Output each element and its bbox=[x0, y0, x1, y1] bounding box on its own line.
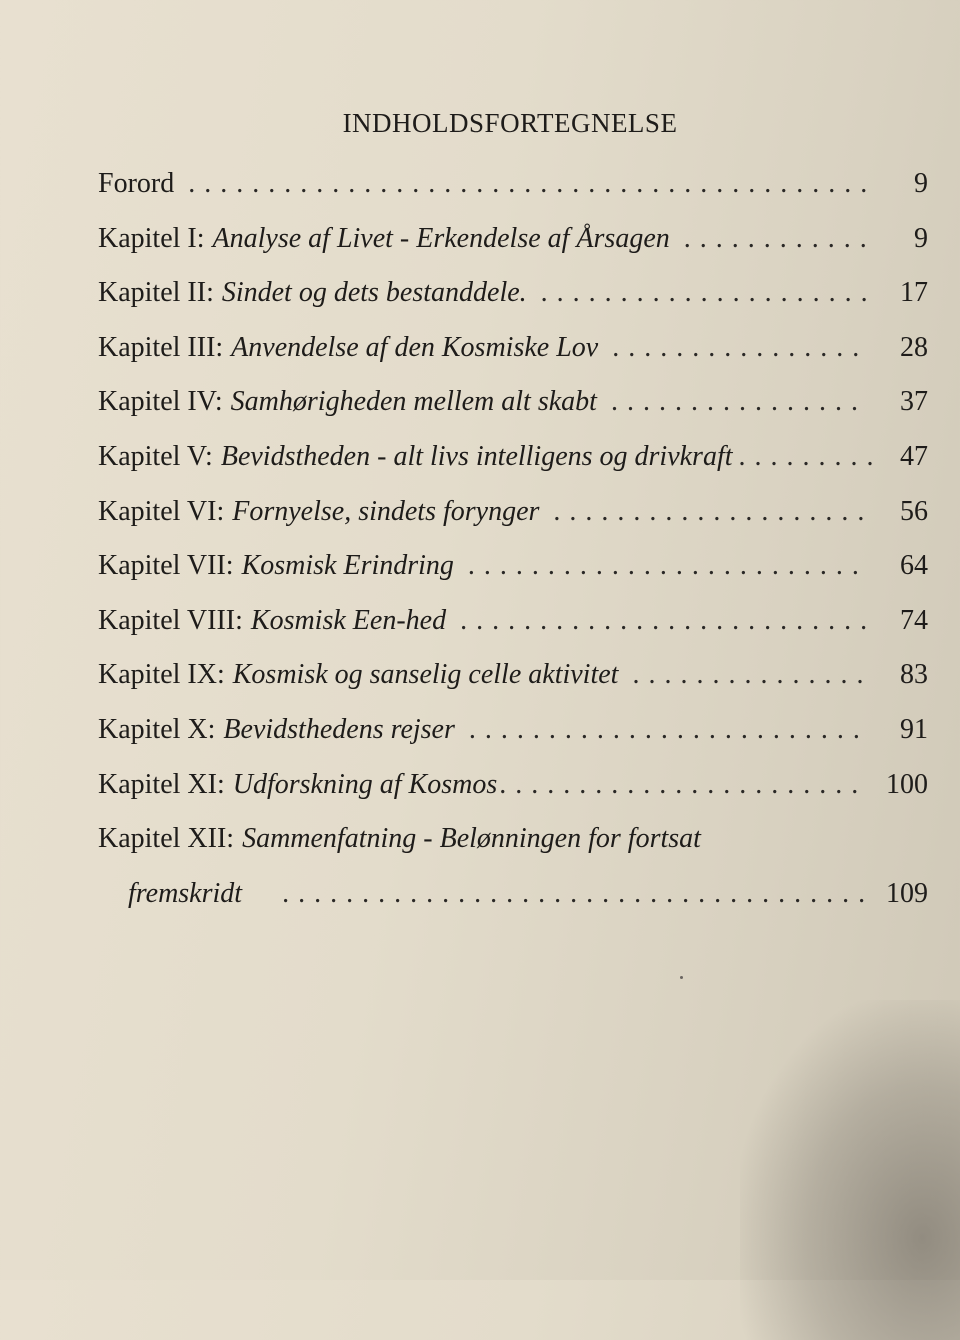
chapter-subject: Kosmisk Erindring bbox=[241, 550, 454, 582]
chapter-label: Kapitel II: bbox=[98, 277, 214, 309]
toc-entry-chapter-12-continuation bbox=[98, 878, 928, 933]
page-number: 17 bbox=[900, 277, 928, 309]
toc-entry-chapter-9 bbox=[98, 659, 928, 714]
dot-leader bbox=[632, 659, 868, 691]
chapter-subject: Kosmisk Een-hed bbox=[250, 604, 447, 636]
chapter-subject: Samhørigheden mellem alt skabt bbox=[230, 386, 597, 418]
toc-entry-chapter-11 bbox=[98, 769, 928, 824]
dot-leader bbox=[469, 714, 868, 746]
chapter-subject: Bevidsthedens rejser bbox=[223, 713, 455, 745]
page-title: INDHOLDSFORTEGNELSE bbox=[342, 108, 678, 138]
chapter-subject: Bevidstheden - alt livs intelligens og drivkraft bbox=[220, 440, 733, 472]
page-number: 64 bbox=[900, 550, 928, 582]
page-number: 100 bbox=[886, 768, 928, 800]
chapter-subject: Kosmisk og sanselig celle aktivitet bbox=[232, 659, 619, 691]
page-number: 83 bbox=[900, 659, 928, 691]
page-number: 91 bbox=[900, 713, 928, 745]
paper-speck bbox=[680, 976, 683, 979]
toc-entry-foreword bbox=[98, 168, 928, 223]
dot-leader bbox=[684, 223, 868, 255]
toc-entry-chapter-12 bbox=[98, 823, 928, 878]
chapter-label: Kapitel IX: bbox=[98, 659, 225, 691]
table-of-contents bbox=[98, 168, 928, 932]
toc-entry-chapter-3 bbox=[98, 332, 928, 387]
page-number: 37 bbox=[900, 386, 928, 418]
chapter-label: Kapitel VII: bbox=[98, 550, 234, 582]
dot-leader bbox=[611, 386, 868, 418]
chapter-subject: fremskridt bbox=[128, 877, 243, 909]
dot-leader bbox=[188, 168, 868, 200]
toc-entry-chapter-8 bbox=[98, 605, 928, 660]
page-number: 74 bbox=[900, 604, 928, 636]
page-number: 9 bbox=[914, 168, 928, 199]
chapter-subject: Sammenfatning - Belønningen for fortsat bbox=[242, 823, 701, 855]
chapter-label: Kapitel XI: bbox=[98, 768, 225, 800]
chapter-label: Kapitel XII: bbox=[98, 823, 235, 855]
page-number: 47 bbox=[900, 440, 928, 472]
dot-leader bbox=[739, 441, 876, 473]
chapter-label: Kapitel VIII: bbox=[98, 604, 243, 636]
chapter-label: Forord bbox=[98, 168, 175, 199]
toc-entry-chapter-4 bbox=[98, 386, 928, 441]
chapter-label: Kapitel IV: bbox=[98, 386, 223, 418]
chapter-label: Kapitel III: bbox=[98, 331, 224, 363]
chapter-subject: Udforskning af Kosmos bbox=[232, 768, 498, 800]
chapter-label: Kapitel I: bbox=[98, 222, 205, 254]
chapter-label: Kapitel X: bbox=[98, 713, 216, 745]
chapter-label: Kapitel VI: bbox=[98, 495, 225, 527]
toc-entry-chapter-10 bbox=[98, 714, 928, 769]
hand-shadow bbox=[740, 1000, 960, 1340]
toc-entry-chapter-7 bbox=[98, 550, 928, 605]
chapter-label: Kapitel V: bbox=[98, 440, 213, 472]
chapter-subject: Analyse af Livet - Erkendelse af Årsagen bbox=[212, 222, 670, 254]
toc-entry-chapter-6 bbox=[98, 496, 928, 551]
dot-leader bbox=[499, 769, 868, 801]
dot-leader bbox=[460, 605, 868, 637]
chapter-subject: Fornyelse, sindets forynger bbox=[232, 495, 540, 527]
page-number: 9 bbox=[914, 222, 928, 254]
toc-entry-chapter-2 bbox=[98, 277, 928, 332]
toc-entry-chapter-1 bbox=[98, 223, 928, 278]
dot-leader bbox=[553, 496, 868, 528]
chapter-subject: Anvendelse af den Kosmiske Lov bbox=[231, 331, 599, 363]
dot-leader bbox=[282, 878, 868, 910]
chapter-subject: Sindet og dets bestanddele. bbox=[221, 277, 527, 309]
page-number: 109 bbox=[886, 877, 928, 909]
page-number: 28 bbox=[900, 331, 928, 363]
dot-leader bbox=[541, 277, 868, 309]
page-number: 56 bbox=[900, 495, 928, 527]
dot-leader bbox=[612, 332, 868, 364]
dot-leader bbox=[468, 550, 868, 582]
toc-entry-chapter-5 bbox=[98, 441, 928, 496]
